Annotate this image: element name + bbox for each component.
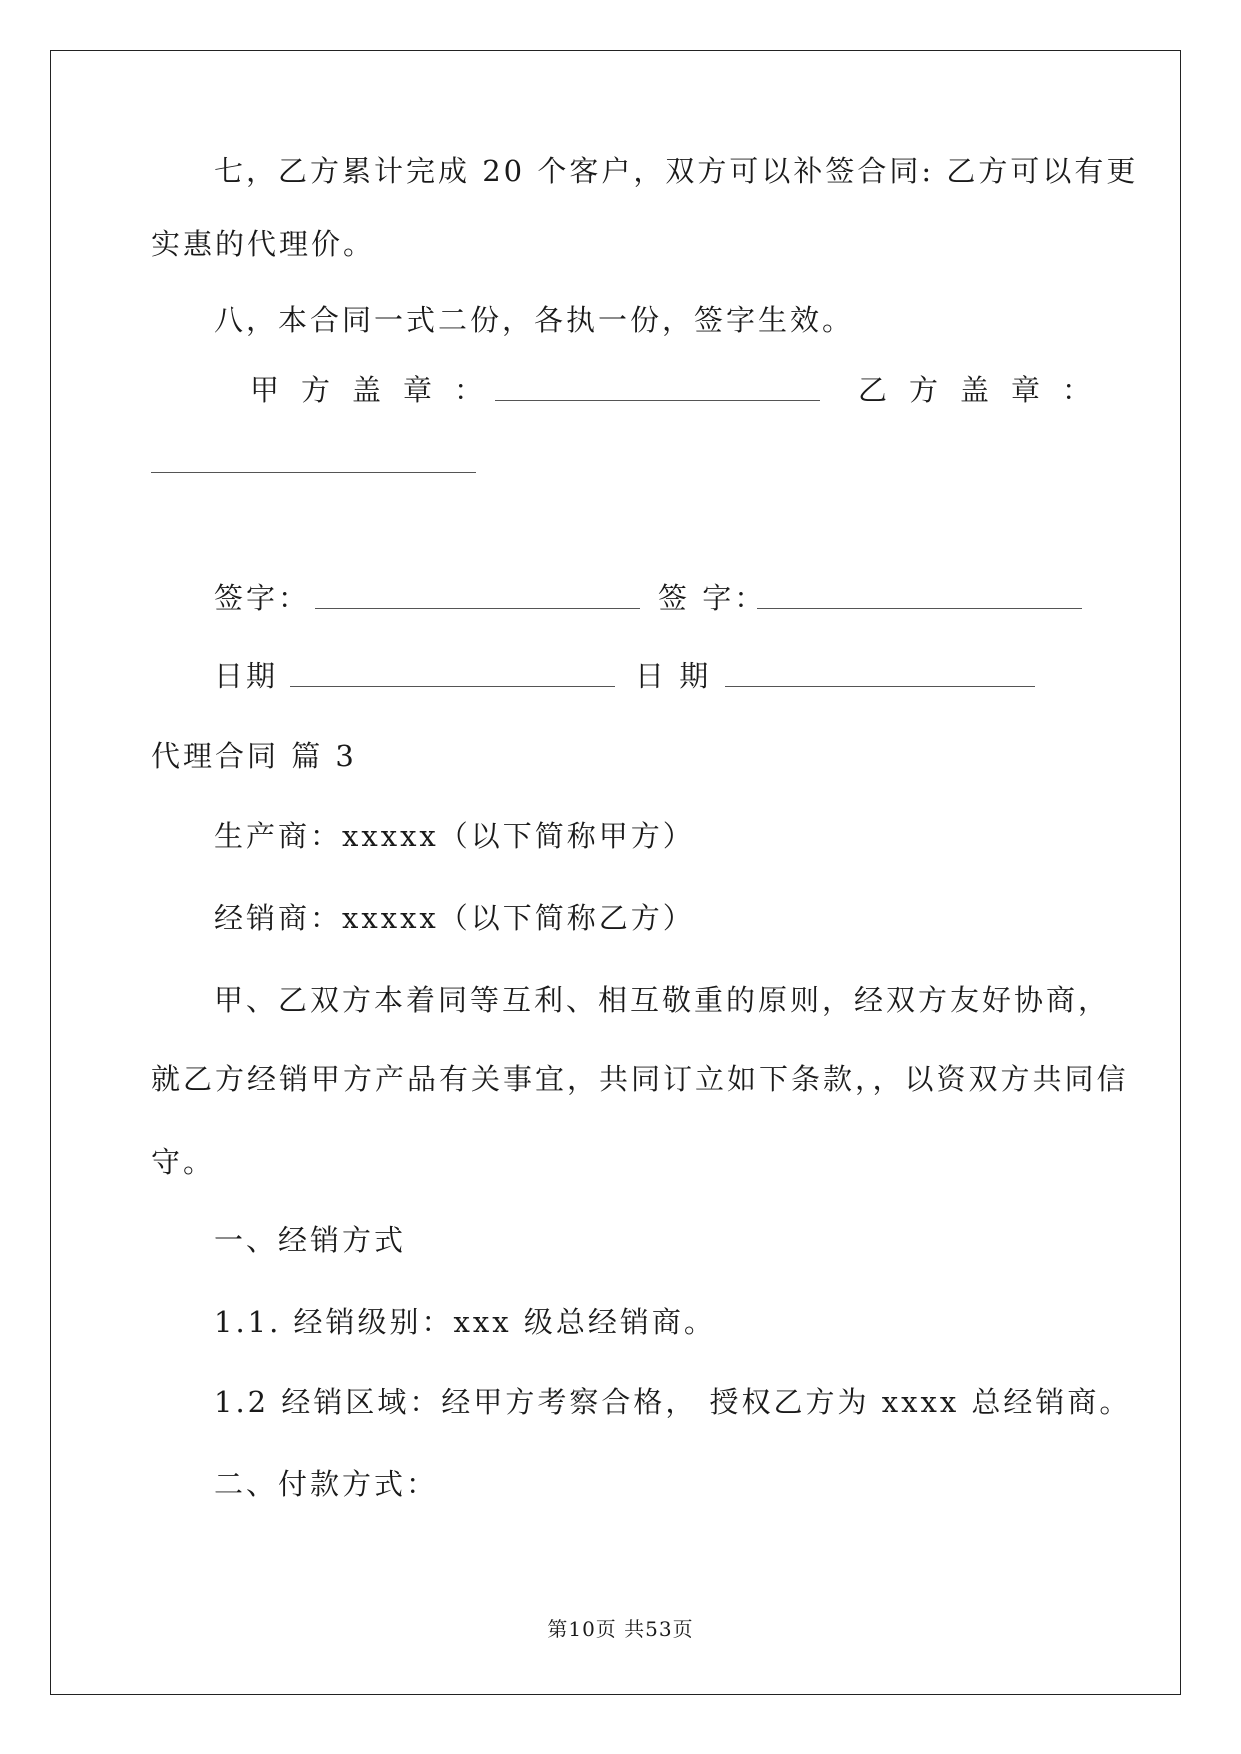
party-b-sign-label: 签 字： — [658, 581, 767, 615]
party-b-date-blank — [725, 686, 1035, 687]
party-a-seal-label: 甲方盖章： — [250, 373, 506, 407]
heading-2: 二、付款方式： — [214, 1467, 439, 1501]
party-a-sign-label: 签字： — [214, 581, 311, 615]
dealer-line: 经销商：xxxxx（以下简称乙方） — [214, 901, 695, 935]
item-1-1: 1.1. 经销级别：xxx 级总经销商。 — [214, 1305, 716, 1339]
item-1-2: 1.2 经销区域：经甲方考察合格， 授权乙方为 xxxx 总经销商。 — [214, 1385, 1132, 1419]
party-a-sign-blank — [315, 608, 640, 609]
intro-line-2: 就乙方经销甲方产品有关事宜，共同订立如下条款，，以资双方共同信 — [151, 1062, 1129, 1096]
heading-1: 一、经销方式 — [214, 1223, 407, 1257]
party-a-date-blank — [290, 686, 615, 687]
party-a-date-label: 日期 — [214, 659, 279, 693]
intro-line-1: 甲、乙双方本着同等互利、相互敬重的原则，经双方友好协商， — [214, 983, 1111, 1017]
paragraph-7-line-2: 实惠的代理价。 — [151, 227, 376, 261]
intro-line-3: 守。 — [151, 1145, 216, 1179]
paragraph-7-line-1: 七，乙方累计完成 20 个客户，双方可以补签合同: 乙方可以有更 — [214, 154, 1139, 188]
party-a-seal-blank — [495, 400, 820, 401]
party-b-sign-blank — [757, 608, 1082, 609]
page-footer: 第10页 共53页 — [547, 1617, 694, 1641]
paragraph-8: 八，本合同一式二份，各执一份，签字生效。 — [214, 303, 855, 337]
page-border — [50, 50, 1181, 1695]
producer-line: 生产商：xxxxx（以下简称甲方） — [214, 819, 695, 853]
section-title: 代理合同 篇 3 — [151, 739, 357, 773]
party-b-seal-blank — [151, 472, 476, 473]
party-b-seal-label: 乙方盖章： — [858, 373, 1114, 407]
party-b-date-label: 日 期 — [635, 659, 712, 693]
